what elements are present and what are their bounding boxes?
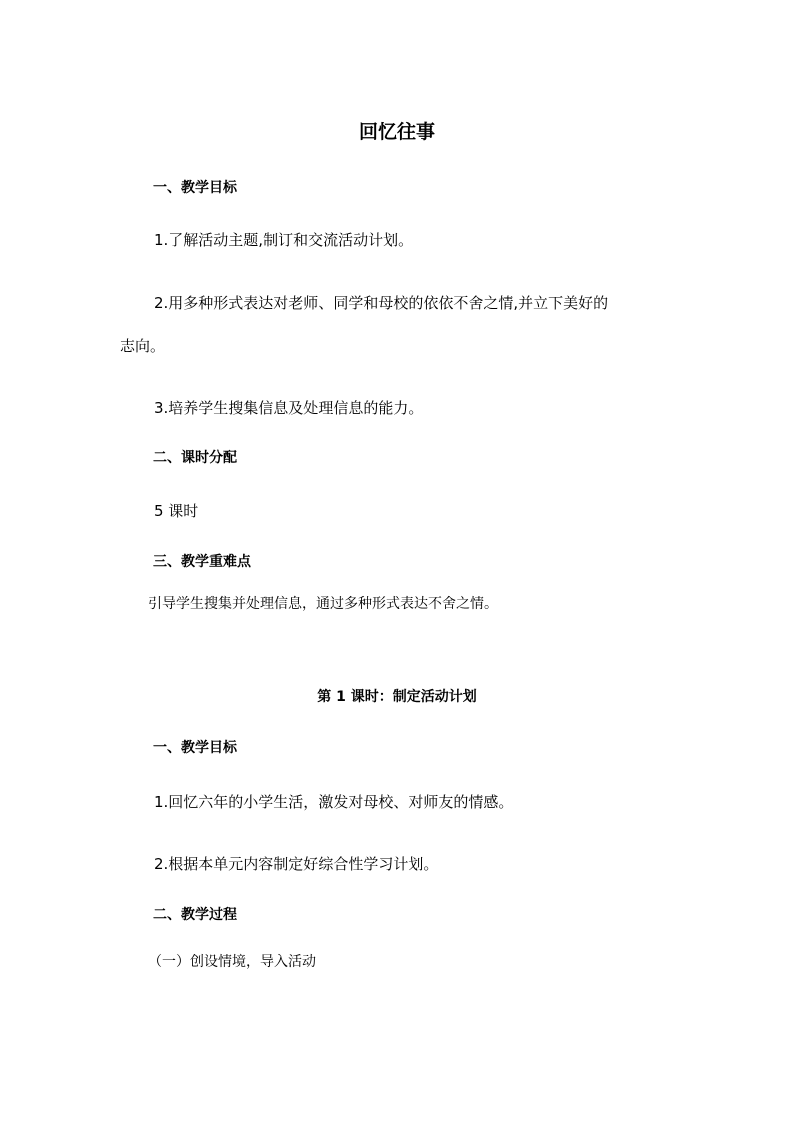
lesson-objectives-heading: 一、教学目标 <box>153 740 237 756</box>
section-heading-class-hours: 二、课时分配 <box>153 450 237 466</box>
lesson-objective-2: 2.根据本单元内容制定好综合性学习计划。 <box>154 855 439 873</box>
lesson-title: 第 1 课时：制定活动计划 <box>317 689 477 705</box>
goal-item-2-line-1: 2.用多种形式表达对老师、同学和母校的依依不舍之情,并立下美好的 <box>154 294 609 312</box>
goal-item-3: 3.培养学生搜集信息及处理信息的能力。 <box>154 399 424 417</box>
process-step-1: （一）创设情境，导入活动 <box>148 954 316 970</box>
class-hours-text: 5 课时 <box>154 502 199 520</box>
lesson-process-heading: 二、教学过程 <box>153 907 237 923</box>
section-heading-key-points: 三、教学重难点 <box>153 554 251 570</box>
key-points-text: 引导学生搜集并处理信息，通过多种形式表达不舍之情。 <box>148 596 498 612</box>
lesson-objective-1: 1.回忆六年的小学生活，激发对母校、对师友的情感。 <box>154 793 514 811</box>
document-title: 回忆往事 <box>358 121 435 143</box>
section-heading-teaching-goals: 一、教学目标 <box>153 180 237 196</box>
goal-item-1: 1.了解活动主题,制订和交流活动计划。 <box>154 231 414 249</box>
goal-item-2-line-2: 志向。 <box>120 337 166 355</box>
